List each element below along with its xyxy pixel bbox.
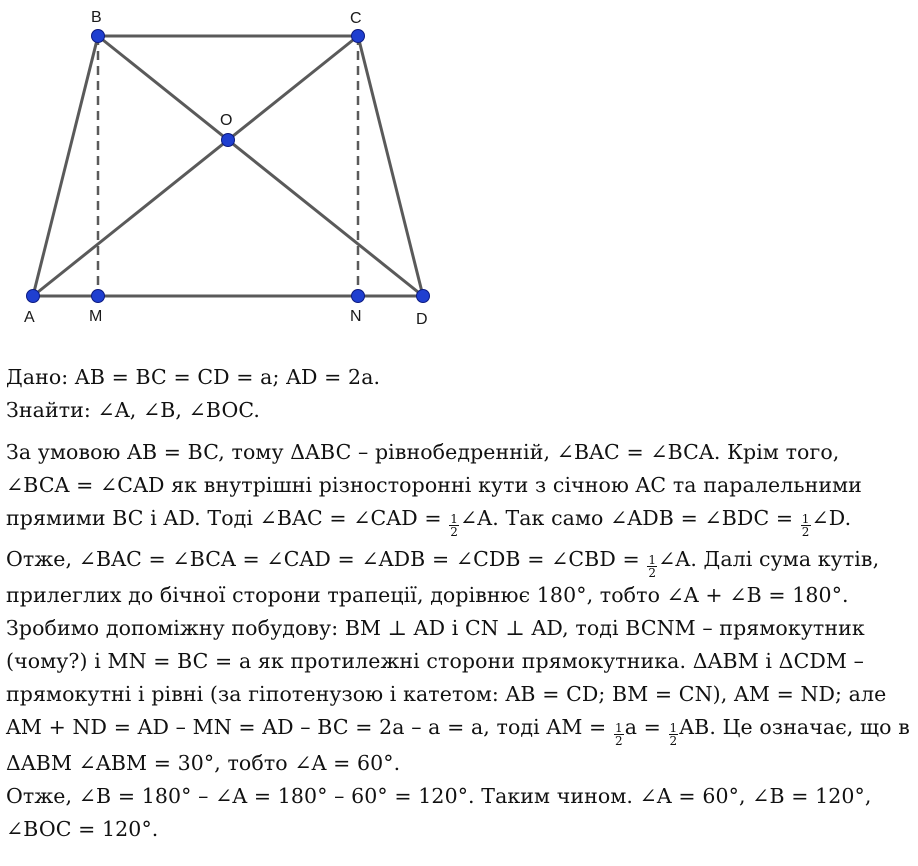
find-line: Знайти: ∠A, ∠B, ∠BOC. <box>6 398 261 422</box>
given-line: Дано: AB = BC = CD = a; AD = 2a. <box>6 365 381 389</box>
point-m <box>92 290 105 303</box>
label-d: D <box>416 311 428 328</box>
solution-line-12: ∠BOC = 120°. <box>6 817 159 841</box>
fraction-half <box>669 722 679 747</box>
fraction-numerator: 1 <box>801 512 810 526</box>
given-block <box>6 361 911 427</box>
solution-line-8: прямокутні і рівні (за гіпотенузою і катетом: AB = CD; BM = CN), AM = ND; але <box>6 682 887 706</box>
diagonal-bd <box>98 36 423 296</box>
label-c: C <box>350 10 362 27</box>
text-fragment: a = <box>624 715 668 739</box>
trapezoid-figure <box>0 0 460 340</box>
text-fragment: ∠A. Так само ∠ADB = ∠BDC = <box>460 506 800 530</box>
label-o: O <box>220 112 233 129</box>
fraction-denominator: 2 <box>648 566 657 580</box>
fraction-numerator: 1 <box>648 553 657 567</box>
text-fragment: ∠A. Далі сума кутів, <box>658 547 880 571</box>
solution-line-7: (чому?) і MN = BC = a як протилежні сторони прямокутника. ΔABM і ΔCDM – <box>6 649 864 673</box>
text-fragment: Отже, ∠BAC = ∠BCA = ∠CAD = ∠ADB = ∠CDB = ∠CBD = <box>6 547 647 571</box>
solution-line-11: Отже, ∠B = 180° – ∠A = 180° – 60° = 120°. Таким чином. ∠A = 60°, ∠B = 120°, <box>6 784 872 808</box>
label-a: A <box>24 309 35 326</box>
fraction-half <box>647 554 657 579</box>
fraction-numerator: 1 <box>450 512 459 526</box>
solution-line-4 <box>6 543 911 579</box>
point-b <box>92 30 105 43</box>
label-b: B <box>91 9 102 26</box>
fraction-denominator: 2 <box>669 734 678 748</box>
fraction-numerator: 1 <box>614 721 623 735</box>
solution-line-5: прилеглих до бічної сторони трапеції, дорівнює 180°, тобто ∠A + ∠B = 180°. <box>6 583 849 607</box>
point-c <box>352 30 365 43</box>
point-n <box>352 290 365 303</box>
text-fragment: AB. Це означає, що в <box>679 715 910 739</box>
point-d <box>417 290 430 303</box>
fraction-numerator: 1 <box>669 721 678 735</box>
segment-ab <box>33 36 98 296</box>
solution-line-9 <box>6 711 911 747</box>
text-fragment: AM + ND = AD – MN = AD – BC = 2a – a = a, тоді AM = <box>6 715 613 739</box>
fraction-half <box>449 513 459 538</box>
label-m: M <box>89 308 103 325</box>
solution-line-10: ΔABM ∠ABM = 30°, тобто ∠A = 60°. <box>6 751 401 775</box>
fraction-denominator: 2 <box>614 734 623 748</box>
segment-cd <box>358 36 423 296</box>
point-a <box>27 290 40 303</box>
solution-line-1: За умовою AB = BC, тому ΔABC – рівнобедренній, ∠BAC = ∠BCA. Крім того, <box>6 440 840 464</box>
solution-block <box>6 436 911 846</box>
fraction-denominator: 2 <box>801 525 810 539</box>
solution-line-2: ∠BCA = ∠CAD як внутрішні різносторонні кути з січною AC та паралельними <box>6 473 862 497</box>
label-n: N <box>350 308 362 325</box>
diagonal-ac <box>33 36 358 296</box>
fraction-half <box>801 513 811 538</box>
text-fragment: ∠D. <box>811 506 852 530</box>
solution-line-3 <box>6 502 911 538</box>
point-o <box>222 134 235 147</box>
solution-line-6: Зробимо допоміжну побудову: BM ⊥ AD і CN ⊥ AD, тоді BCNM – прямокутник <box>6 616 865 640</box>
fraction-half <box>614 722 624 747</box>
text-fragment: прямими BC і AD. Тоді ∠BAC = ∠CAD = <box>6 506 449 530</box>
fraction-denominator: 2 <box>450 525 459 539</box>
